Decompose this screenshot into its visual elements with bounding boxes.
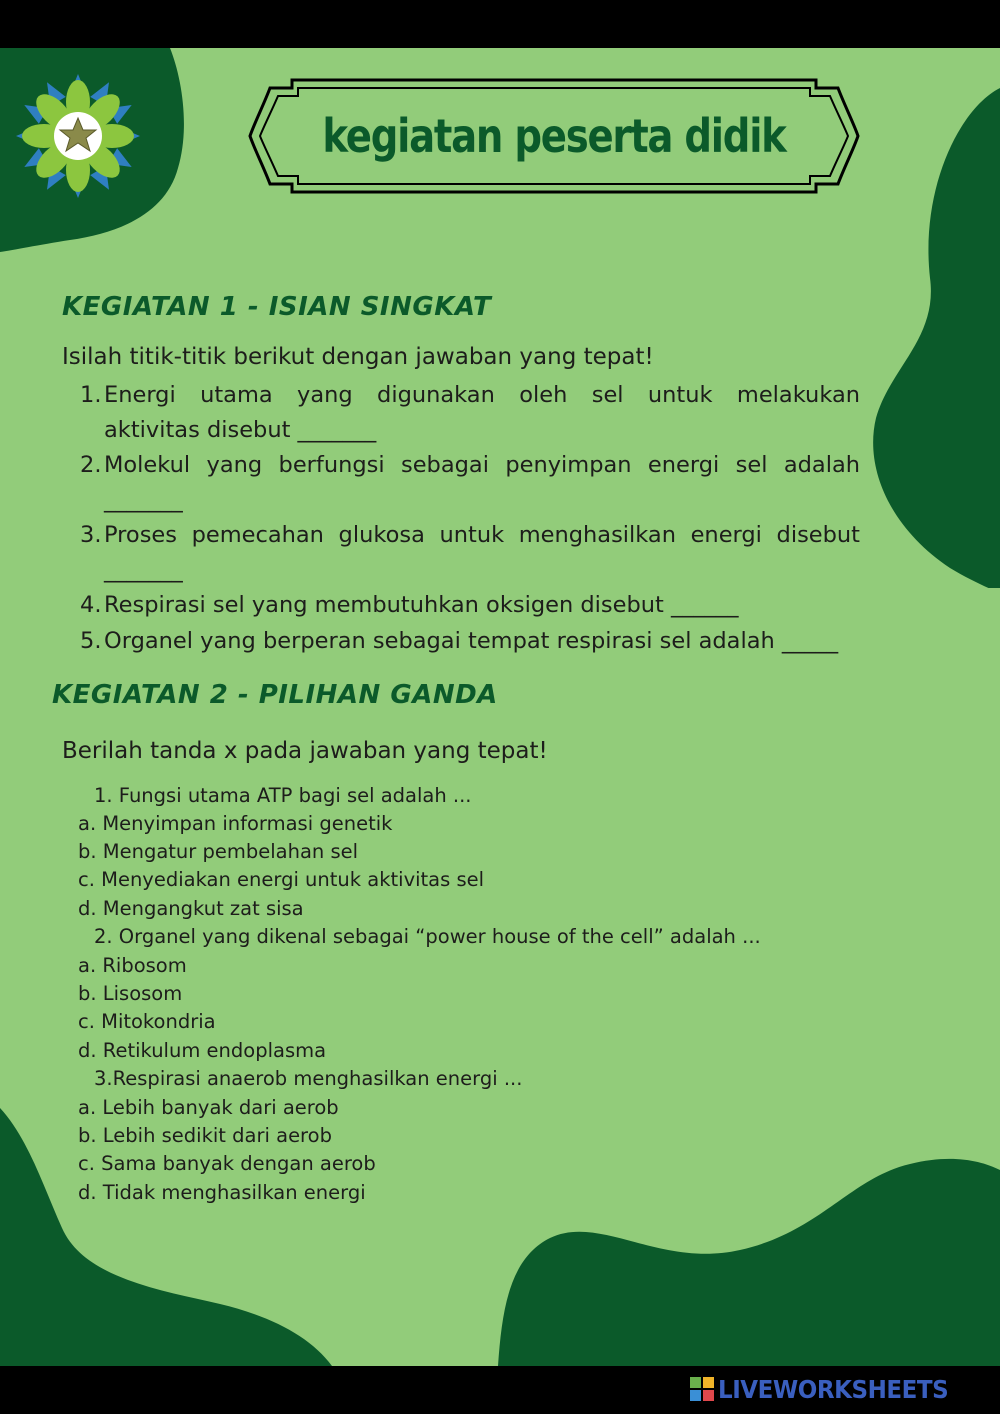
mc-question-1: 1. Fungsi utama ATP bagi sel adalah ...: [94, 784, 472, 807]
question-text: Energi utama yang digunakan oleh sel untuk melakukan: [104, 382, 860, 408]
question-number: 5.: [80, 628, 102, 654]
question-text-continued: aktivitas disebut _______: [104, 417, 377, 443]
liveworksheets-brand: [690, 1374, 968, 1404]
mc-option[interactable]: c. Mitokondria: [78, 1010, 216, 1033]
question-text: Proses pemecahan glukosa untuk menghasilkan energi disebut: [104, 522, 860, 548]
question-text: Organel yang berperan sebagai tempat respirasi sel adalah _____: [104, 628, 839, 654]
question-number: 4.: [80, 592, 102, 618]
blob-bottom-right: [490, 1158, 1000, 1366]
mc-option[interactable]: b. Mengatur pembelahan sel: [78, 840, 359, 863]
question-text: Molekul yang berfungsi sebagai penyimpan energi sel adalah: [104, 452, 860, 478]
question-number: 2.: [80, 452, 102, 478]
star-flower-logo-icon: [14, 72, 142, 200]
liveworksheets-wordmark: LIVEWORKSHEETS: [718, 1374, 949, 1404]
short-answer-question-5: [80, 624, 860, 659]
mc-option[interactable]: b. Lisosom: [78, 982, 183, 1005]
short-answer-question-4: [80, 588, 860, 623]
question-text-continued: _______: [104, 557, 183, 583]
mc-option[interactable]: a. Lebih banyak dari aerob: [78, 1096, 339, 1119]
question-number: 1.: [80, 382, 102, 408]
mc-option[interactable]: d. Retikulum endoplasma: [78, 1039, 327, 1062]
mc-option[interactable]: a. Ribosom: [78, 954, 187, 977]
mc-option[interactable]: d. Mengangkut zat sisa: [78, 897, 304, 920]
short-answer-question-3: [80, 518, 860, 588]
blob-right: [860, 88, 1000, 588]
mc-option[interactable]: d. Tidak menghasilkan energi: [78, 1181, 366, 1204]
section1-title: KEGIATAN 1 - ISIAN SINGKAT: [62, 292, 492, 322]
mc-option[interactable]: c. Menyediakan energi untuk aktivitas sel: [78, 868, 485, 891]
page-title: kegiatan peserta didik: [322, 109, 786, 163]
mc-option[interactable]: b. Lebih sedikit dari aerob: [78, 1124, 332, 1147]
mc-option[interactable]: c. Sama banyak dengan aerob: [78, 1152, 376, 1175]
short-answer-question-1: [80, 378, 860, 448]
short-answer-question-2: [80, 448, 860, 518]
question-text: Respirasi sel yang membutuhkan oksigen disebut ______: [104, 592, 739, 618]
section1-instruction: Isilah titik-titik berikut dengan jawaban yang tepat!: [62, 344, 654, 370]
section2-instruction: Berilah tanda x pada jawaban yang tepat!: [62, 738, 548, 764]
question-number: 3.: [80, 522, 102, 548]
mc-question-3: 3.Respirasi anaerob menghasilkan energi ...: [94, 1067, 523, 1090]
liveworksheets-logo-icon: [690, 1377, 714, 1401]
question-text-continued: _______: [104, 487, 183, 513]
worksheet-page: [0, 48, 1000, 1366]
mc-option[interactable]: a. Menyimpan informasi genetik: [78, 812, 393, 835]
section2-title: KEGIATAN 2 - PILIHAN GANDA: [52, 680, 498, 710]
mc-question-2: 2. Organel yang dikenal sebagai “power house of the cell” adalah ...: [94, 925, 761, 948]
